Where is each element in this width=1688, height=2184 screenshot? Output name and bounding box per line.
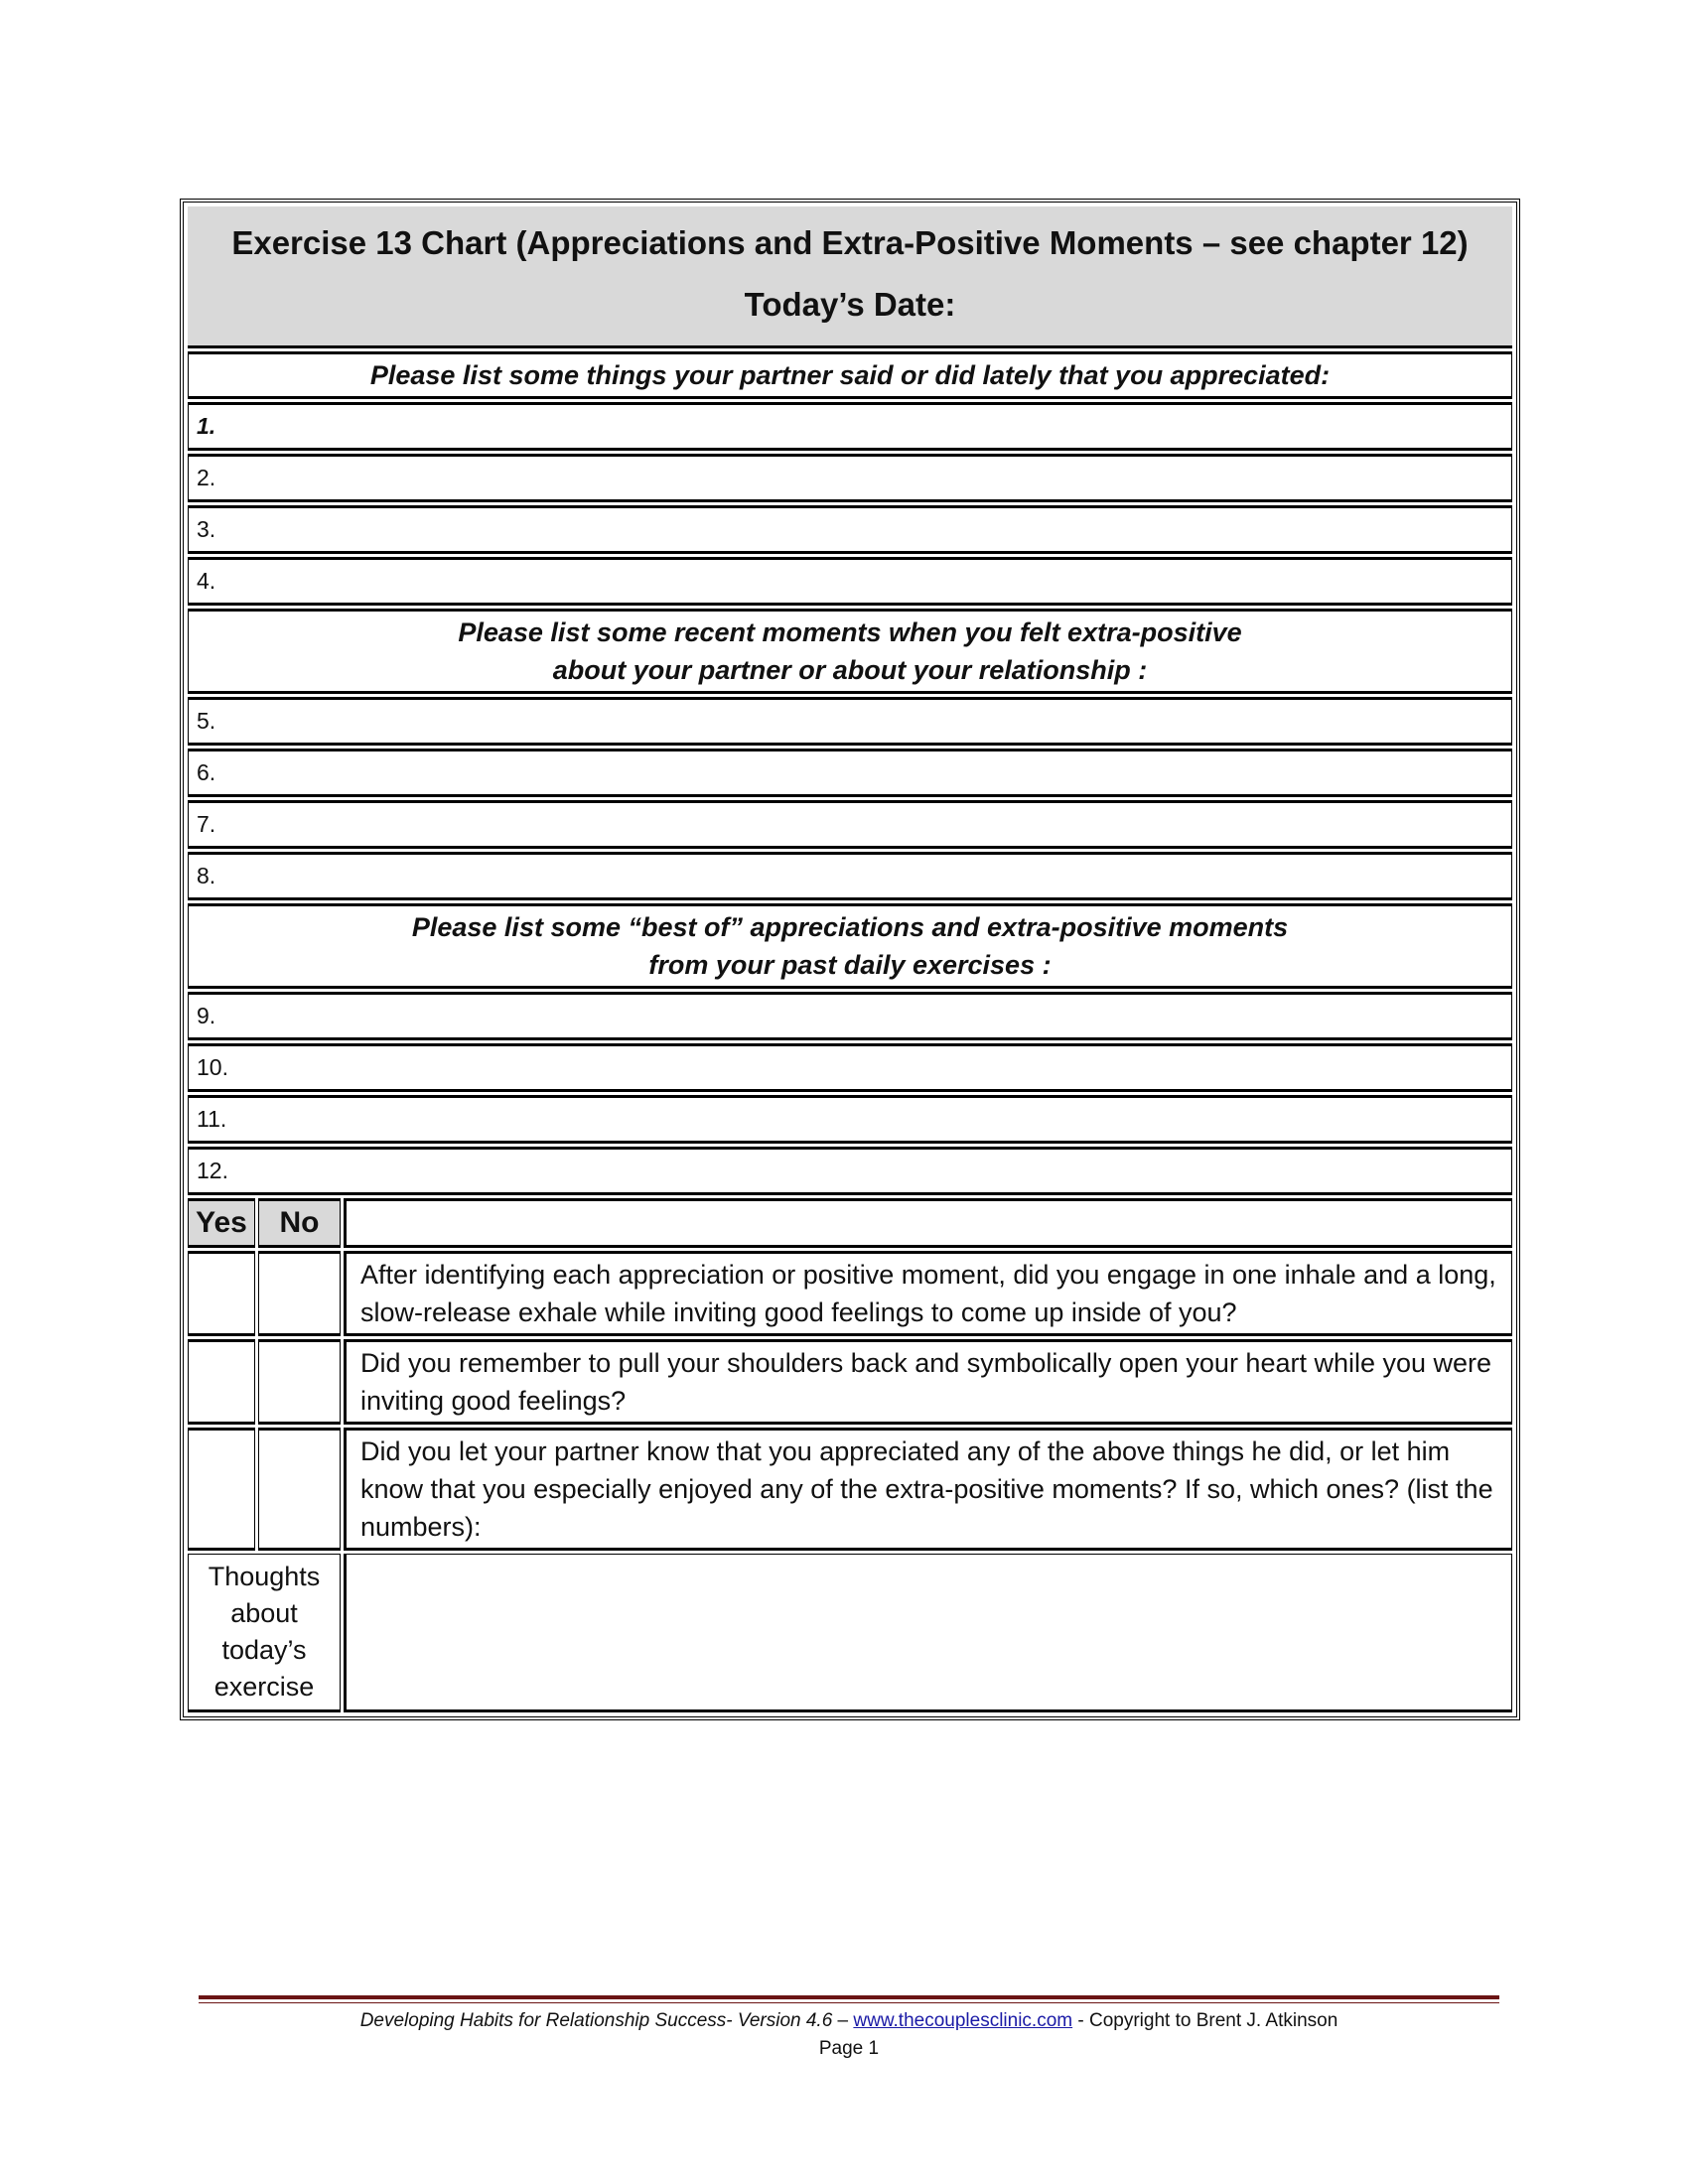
list-item[interactable]: 1. bbox=[188, 402, 1512, 451]
list-item[interactable]: 3. bbox=[188, 505, 1512, 554]
footer-website-link[interactable]: www.thecouplesclinic.com bbox=[853, 2010, 1073, 2031]
page-footer: Developing Habits for Relationship Success- Version 4.6 – www.thecouplesclinic.com - Copyright to Brent J. Atkinson Page 1 bbox=[199, 2007, 1499, 2063]
no-checkbox[interactable] bbox=[258, 1251, 341, 1336]
question-column-header bbox=[344, 1198, 1512, 1248]
yes-checkbox[interactable] bbox=[188, 1339, 255, 1425]
page-number: Page 1 bbox=[818, 2038, 880, 2059]
list-item[interactable]: 4. bbox=[188, 557, 1512, 606]
yes-column-header: Yes bbox=[188, 1198, 255, 1248]
section-heading-extra-positive: Please list some recent moments when you felt extra-positive about your partner or about your relationship : bbox=[188, 609, 1512, 694]
list-item[interactable]: 2. bbox=[188, 454, 1512, 502]
section-heading-appreciations: Please list some things your partner said or did lately that you appreciated: bbox=[188, 351, 1512, 399]
thoughts-input-area[interactable] bbox=[344, 1554, 1512, 1712]
yes-checkbox[interactable] bbox=[188, 1428, 255, 1551]
thoughts-row bbox=[188, 1554, 1512, 1712]
question-row bbox=[188, 1428, 1512, 1551]
chart-header bbox=[188, 206, 1512, 348]
yes-checkbox[interactable] bbox=[188, 1251, 255, 1336]
list-item[interactable]: 12. bbox=[188, 1147, 1512, 1195]
list-item[interactable]: 8. bbox=[188, 852, 1512, 900]
question-text: Did you remember to pull your shoulders back and symbolically open your heart while you were inviting good feelings? bbox=[344, 1339, 1512, 1425]
footer-copyright: - Copyright to Brent J. Atkinson bbox=[1072, 2010, 1338, 2031]
no-checkbox[interactable] bbox=[258, 1428, 341, 1551]
list-item[interactable]: 7. bbox=[188, 800, 1512, 849]
list-item[interactable]: 9. bbox=[188, 992, 1512, 1040]
todays-date-label[interactable]: Today’s Date: bbox=[744, 286, 956, 323]
question-row bbox=[188, 1339, 1512, 1425]
no-checkbox[interactable] bbox=[258, 1339, 341, 1425]
list-item[interactable]: 5. bbox=[188, 697, 1512, 746]
chart-title: Exercise 13 Chart (Appreciations and Extra-Positive Moments – see chapter 12) bbox=[231, 224, 1469, 261]
section-heading-best-of: Please list some “best of” appreciations and extra-positive moments from your past daily exercises : bbox=[188, 903, 1512, 989]
footer-book-title: Developing Habits for Relationship Success- Version 4.6 bbox=[359, 2010, 833, 2031]
question-text: After identifying each appreciation or positive moment, did you engage in one inhale and a long, slow-release exhale while inviting good feelings to come up inside of you? bbox=[344, 1251, 1512, 1336]
exercise-chart bbox=[180, 199, 1520, 1720]
footer-divider-thin bbox=[199, 2002, 1499, 2003]
list-item[interactable]: 6. bbox=[188, 749, 1512, 797]
footer-divider bbox=[199, 1995, 1499, 1999]
question-row bbox=[188, 1251, 1512, 1336]
no-column-header: No bbox=[258, 1198, 341, 1248]
list-item[interactable]: 11. bbox=[188, 1095, 1512, 1144]
list-item[interactable]: 10. bbox=[188, 1043, 1512, 1092]
question-text: Did you let your partner know that you appreciated any of the above things he did, or let him know that you especially enjoyed any of the extra-positive moments? If so, which ones? (list the numbers): bbox=[344, 1428, 1512, 1551]
yes-no-header bbox=[188, 1198, 1512, 1248]
thoughts-label: Thoughts about today’s exercise bbox=[188, 1554, 341, 1712]
